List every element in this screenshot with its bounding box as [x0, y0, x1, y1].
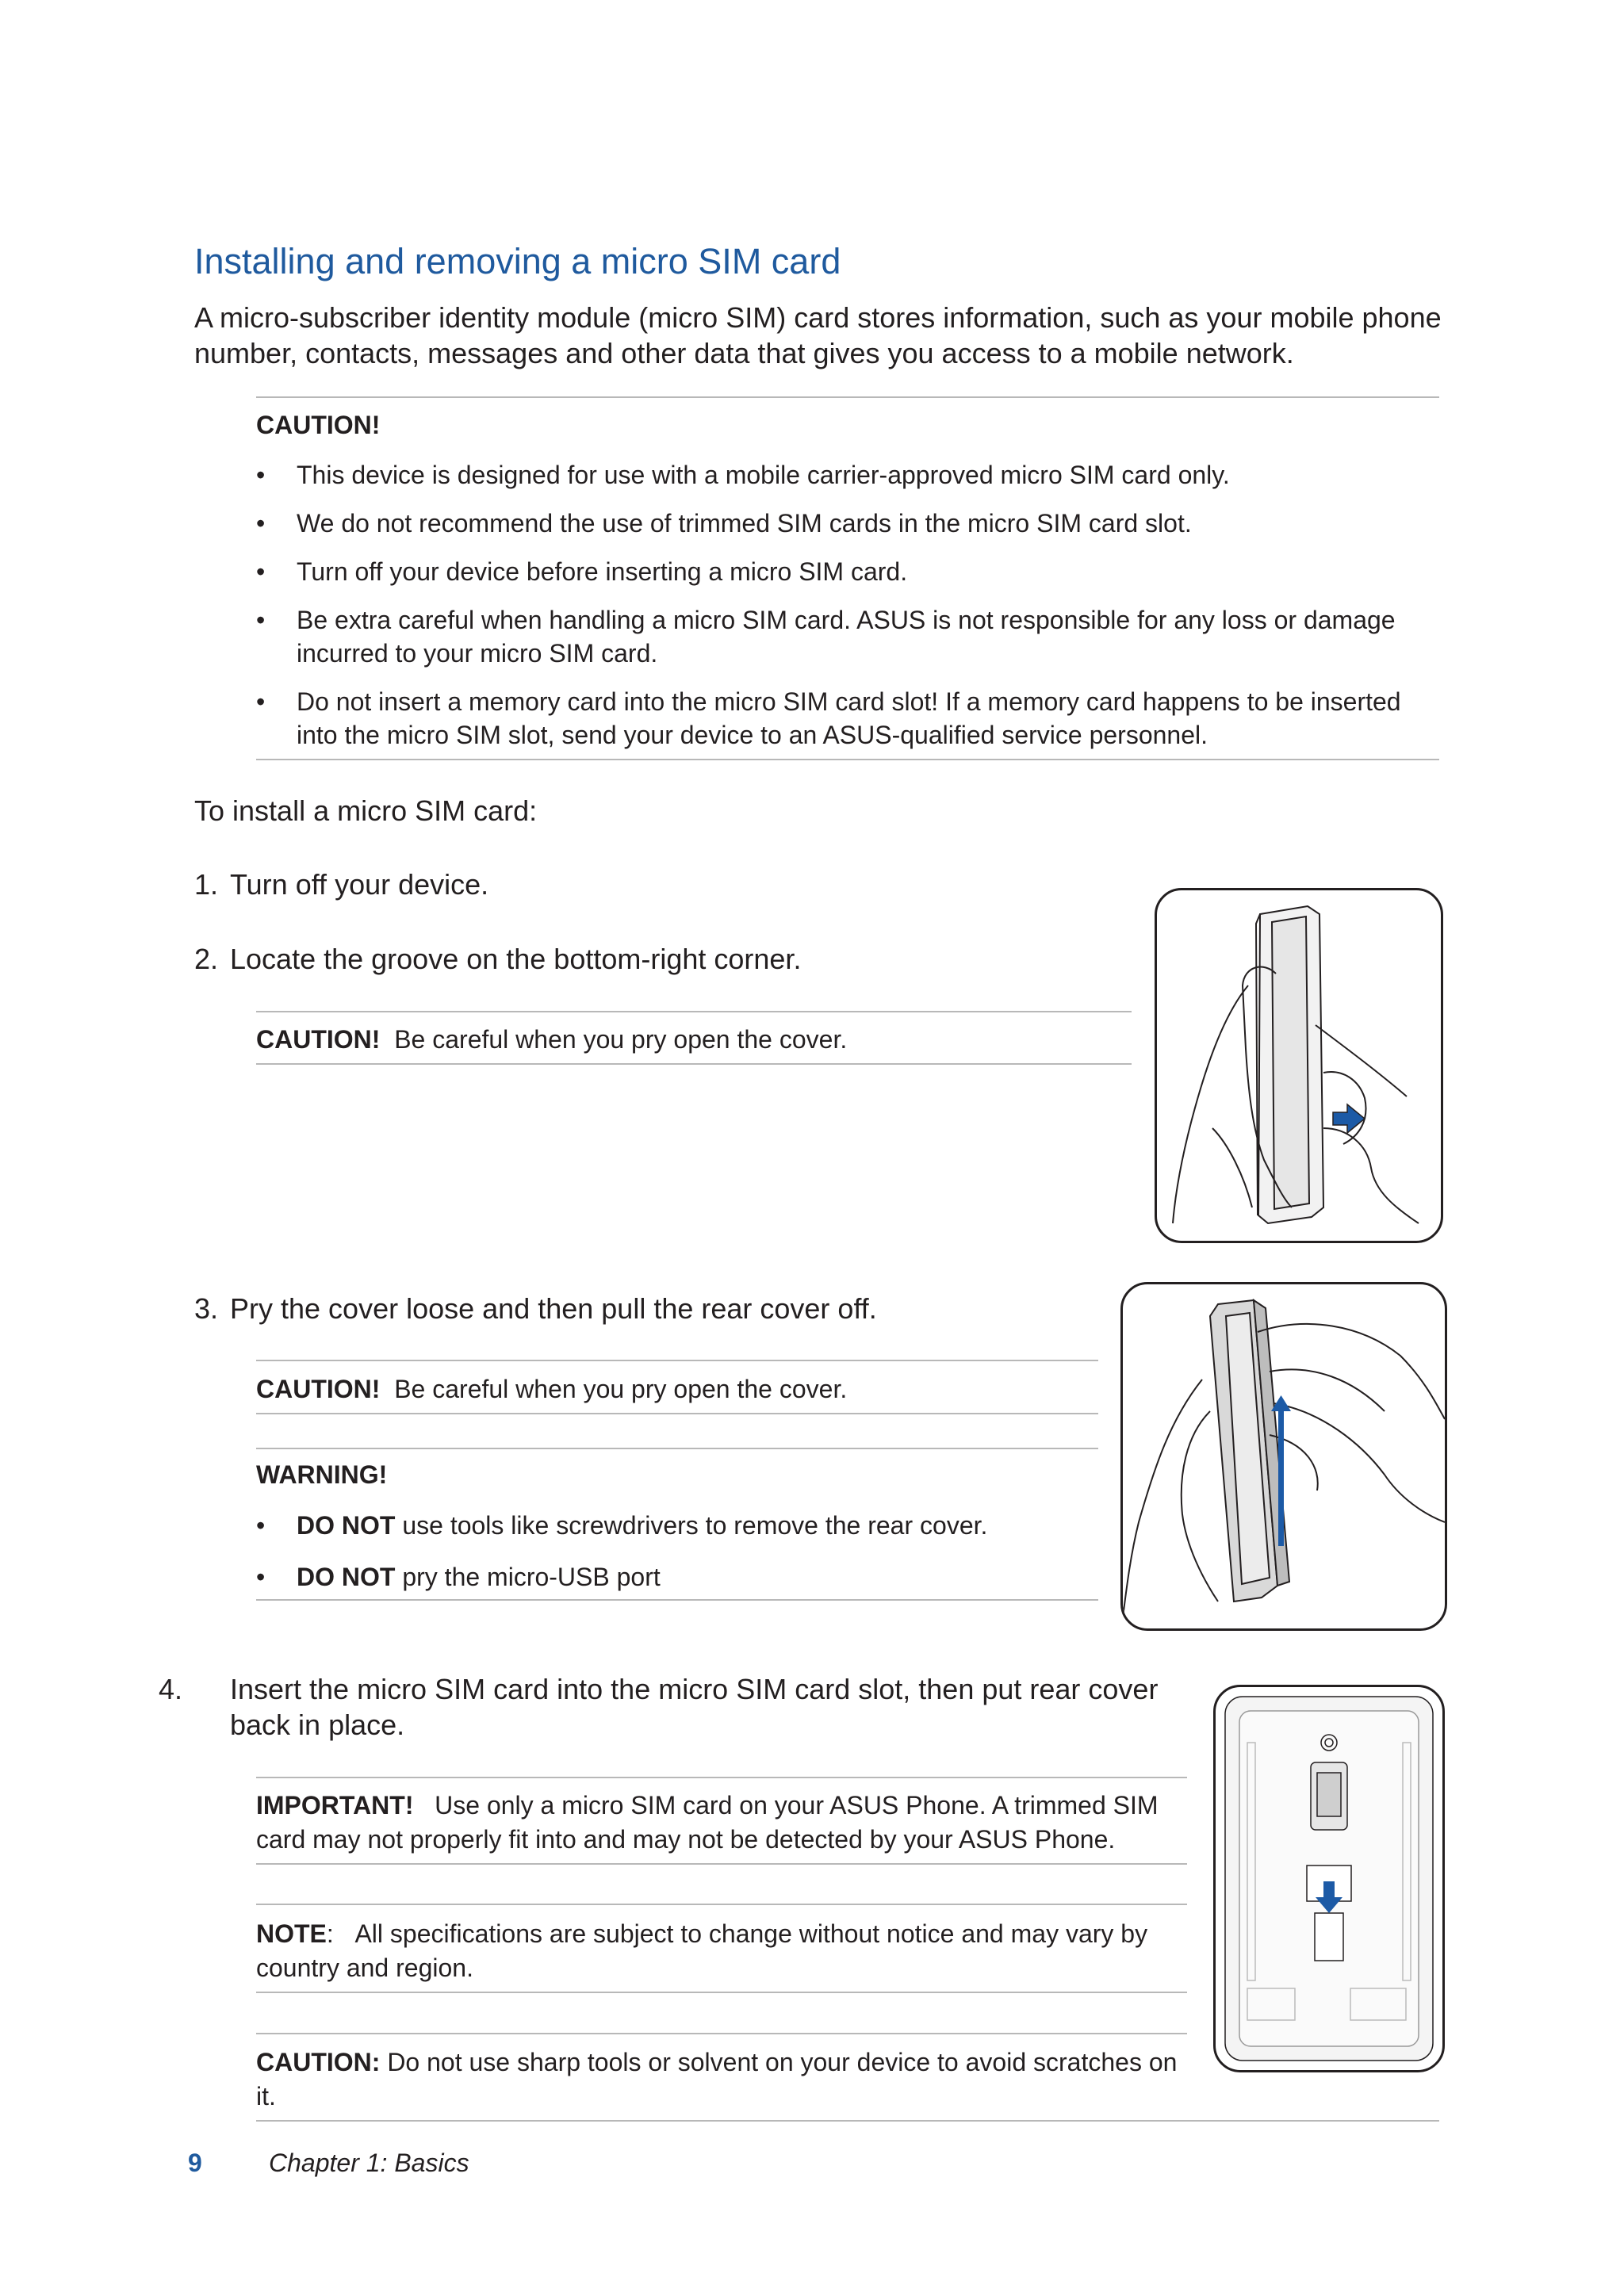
bullet-icon: • — [256, 1511, 266, 1540]
list-item: • DO NOT use tools like screwdrivers to remove the rear cover. — [256, 1509, 1098, 1542]
divider — [256, 396, 1439, 398]
caution-list — [256, 458, 1438, 767]
caution-heading: CAUTION! — [256, 411, 381, 439]
divider — [256, 1063, 1132, 1065]
step-1: 1. Turn off your device. — [194, 868, 489, 901]
list-item: • Be extra careful when handling a micro SIM card. ASUS is not responsible for any loss or damage incurred to your micro SIM card. — [256, 603, 1438, 670]
bullet-icon: • — [256, 461, 266, 489]
section-intro: A micro-subscriber identity module (micro SIM) card stores information, such as your mobile phone number, contacts, messages and other data that gives you access to a mobile network. — [194, 301, 1442, 369]
divider — [256, 1599, 1098, 1601]
caution-label: CAUTION! — [256, 1375, 381, 1403]
divider — [256, 1992, 1187, 1993]
divider — [256, 1360, 1098, 1361]
step2-caution: CAUTION! Be careful when you pry open the cover. — [256, 1025, 848, 1054]
list-item: • DO NOT pry the micro-USB port — [256, 1560, 1098, 1594]
phone-hand-illustration — [1157, 890, 1441, 1241]
section-title: Installing and removing a micro SIM card — [194, 241, 841, 281]
bullet-icon: • — [256, 606, 266, 634]
divider — [256, 1904, 1187, 1905]
illustration-pry-groove — [1155, 888, 1443, 1243]
warning-list — [256, 1509, 1098, 1609]
note-label: NOTE — [256, 1919, 327, 1948]
divider — [256, 2033, 1187, 2034]
bullet-icon: • — [256, 1563, 266, 1591]
divider — [256, 1863, 1187, 1865]
step-3: 3. Pry the cover loose and then pull the rear cover off. — [194, 1292, 877, 1325]
list-item: • Do not insert a memory card into the micro SIM card slot! If a memory card happens to be inserted into the micro SIM slot, send your device to an ASUS-qualified service personnel. — [256, 685, 1438, 752]
list-item: • We do not recommend the use of trimmed SIM cards in the micro SIM card slot. — [256, 507, 1438, 540]
caution-label: CAUTION: — [256, 2048, 381, 2076]
list-item: • This device is designed for use with a mobile carrier-approved micro SIM card only. — [256, 458, 1438, 492]
step4-important: IMPORTANT! Use only a micro SIM card on your ASUS Phone. A trimmed SIM card may not properly fit into and may not be detected by your ASUS Phone. — [256, 1791, 1159, 1854]
step4-note: NOTE: All specifications are subject to change without notice and may vary by country and region. — [256, 1919, 1148, 1982]
step3-caution: CAUTION! Be careful when you pry open the cover. — [256, 1375, 848, 1403]
divider — [256, 2120, 1439, 2122]
warning-heading: WARNING! — [256, 1460, 388, 1489]
divider — [256, 759, 1439, 760]
phone-cover-illustration — [1123, 1284, 1445, 1628]
illustration-sim-slot — [1213, 1685, 1445, 2072]
divider — [256, 1011, 1132, 1012]
page-number: 9 — [188, 2149, 202, 2177]
step4-caution: CAUTION: Do not use sharp tools or solvent on your device to avoid scratches on it. — [256, 2048, 1178, 2110]
step-4: 4. Insert the micro SIM card into the micro SIM card slot, then put rear cover back in place. — [159, 1673, 1159, 1741]
bullet-icon: • — [256, 687, 266, 716]
step-2: 2. Locate the groove on the bottom-right corner. — [194, 943, 802, 975]
list-item: • Turn off your device before inserting a micro SIM card. — [256, 555, 1438, 588]
caution-label: CAUTION! — [256, 1025, 381, 1054]
bullet-icon: • — [256, 509, 266, 538]
sim-slot-illustration — [1216, 1687, 1442, 2070]
divider — [256, 1448, 1098, 1449]
chapter-label: Chapter 1: Basics — [269, 2149, 469, 2177]
bullet-icon: • — [256, 557, 266, 586]
divider — [256, 1413, 1098, 1414]
install-heading: To install a micro SIM card: — [194, 794, 538, 827]
illustration-remove-cover — [1120, 1282, 1447, 1631]
important-label: IMPORTANT! — [256, 1791, 414, 1820]
divider — [256, 1777, 1187, 1778]
